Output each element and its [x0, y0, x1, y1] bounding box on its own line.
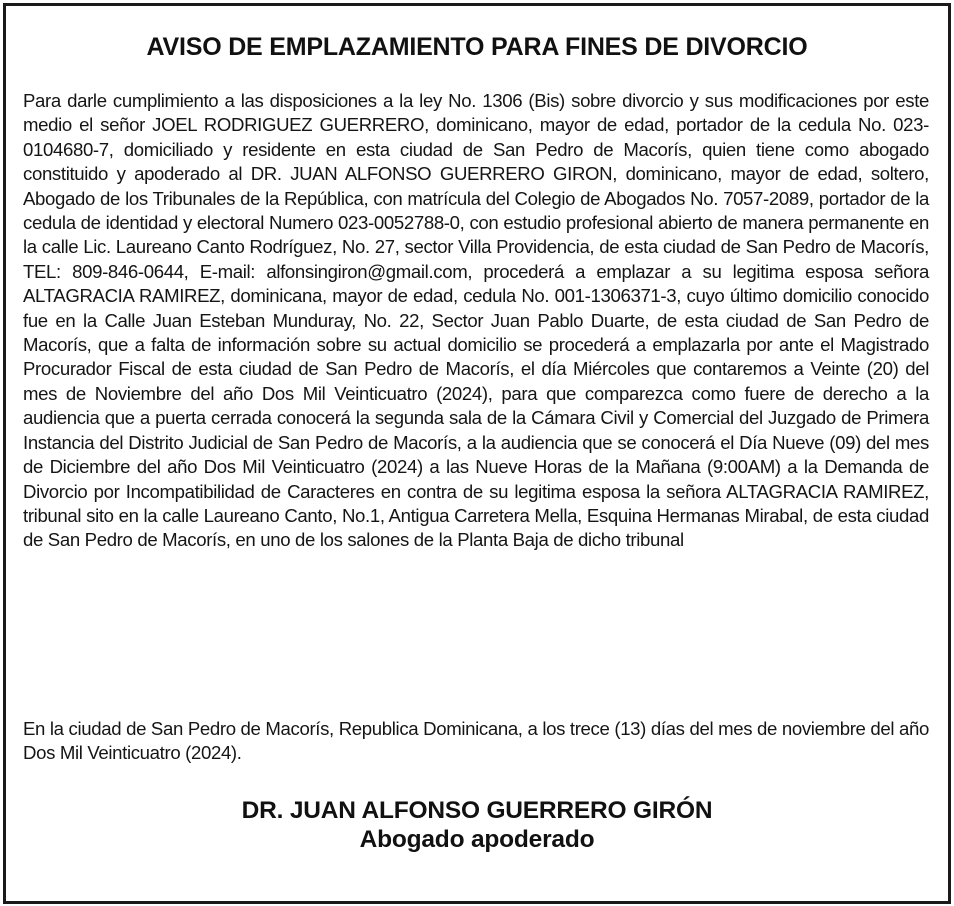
- notice-title: AVISO DE EMPLAZAMIENTO PARA FINES DE DIVORCIO: [146, 33, 808, 61]
- notice-body-paragraph: Para darle cumplimiento a las disposiciones a la ley No. 1306 (Bis) sobre divorcio y sus modificaciones por este medio el señor JOEL RODRIGUEZ GUERRERO, dominicano, mayor de edad, portador de la cedula No. 023-0104680-7, domiciliado y residente en esta ciudad de San Pedro de Macorís, quien tiene como abogado constituido y apoderado al DR. JUAN ALFONSO GUERRERO GIRON, dominicano, mayor de edad, soltero, Abogado de los Tribunales de la República, con matrícula del Colegio de Abogados No. 7057-2089, portador de la cedula de identidad y electoral Numero 023-0052788-0, con estudio profesional abierto de manera permanente en la calle Lic. Laureano Canto Rodríguez, No. 27, sector Villa Providencia, de esta ciudad de San Pedro de Macorís, TEL: 809-846-0644, E-mail: alfonsingiron@gmail.com, procederá a emplazar a su legitima esposa señora ALTAGRACIA RAMIREZ, dominicana, mayor de edad, cedula No. 001-1306371-3, cuyo último domicilio conocido fue en la Calle Juan Esteban Munduray, No. 22, Sector Juan Pablo Duarte, de esta ciudad de San Pedro de Macorís, que a falta de información sobre su actual domicilio se procederá a emplazarla por ante el Magistrado Procurador Fiscal de esta ciudad de San Pedro de Macorís, el día Miércoles que contaremos a Veinte (20) del mes de Noviembre del año Dos Mil Veinticuatro (2024), para que comparezca como fuere de derecho a la audiencia que a puerta cerrada conocerá la segunda sala de la Cámara Civil y Comercial del Juzgado de Primera Instancia del Distrito Judicial de San Pedro de Macorís, a la audiencia que se conocerá el Día Nueve (09) del mes de Diciembre del año Dos Mil Veinticuatro (2024) a las Nueve Horas de la Mañana (9:00AM) a la Demanda de Divorcio por Incompatibilidad de Caracteres en contra de su legitima esposa la señora ALTAGRACIA RAMIREZ, tribunal sito en la calle Laureano Canto, No.1, Antigua Carretera Mella, Esquina Hermanas Mirabal, de esta ciudad de San Pedro de Macorís, en uno de los salones de la Planta Baja de dicho tribunal: [23, 90, 929, 551]
- notice-closing-paragraph: En la ciudad de San Pedro de Macorís, Republica Dominicana, a los trece (13) días del mes de noviembre del año Dos Mil Veinticuatro (2024).: [23, 718, 929, 764]
- signature-role: Abogado apoderado: [359, 826, 595, 853]
- notice-frame: [3, 3, 951, 904]
- signature-name: DR. JUAN ALFONSO GUERRERO GIRÓN: [241, 797, 713, 824]
- signature-block: [6, 796, 948, 854]
